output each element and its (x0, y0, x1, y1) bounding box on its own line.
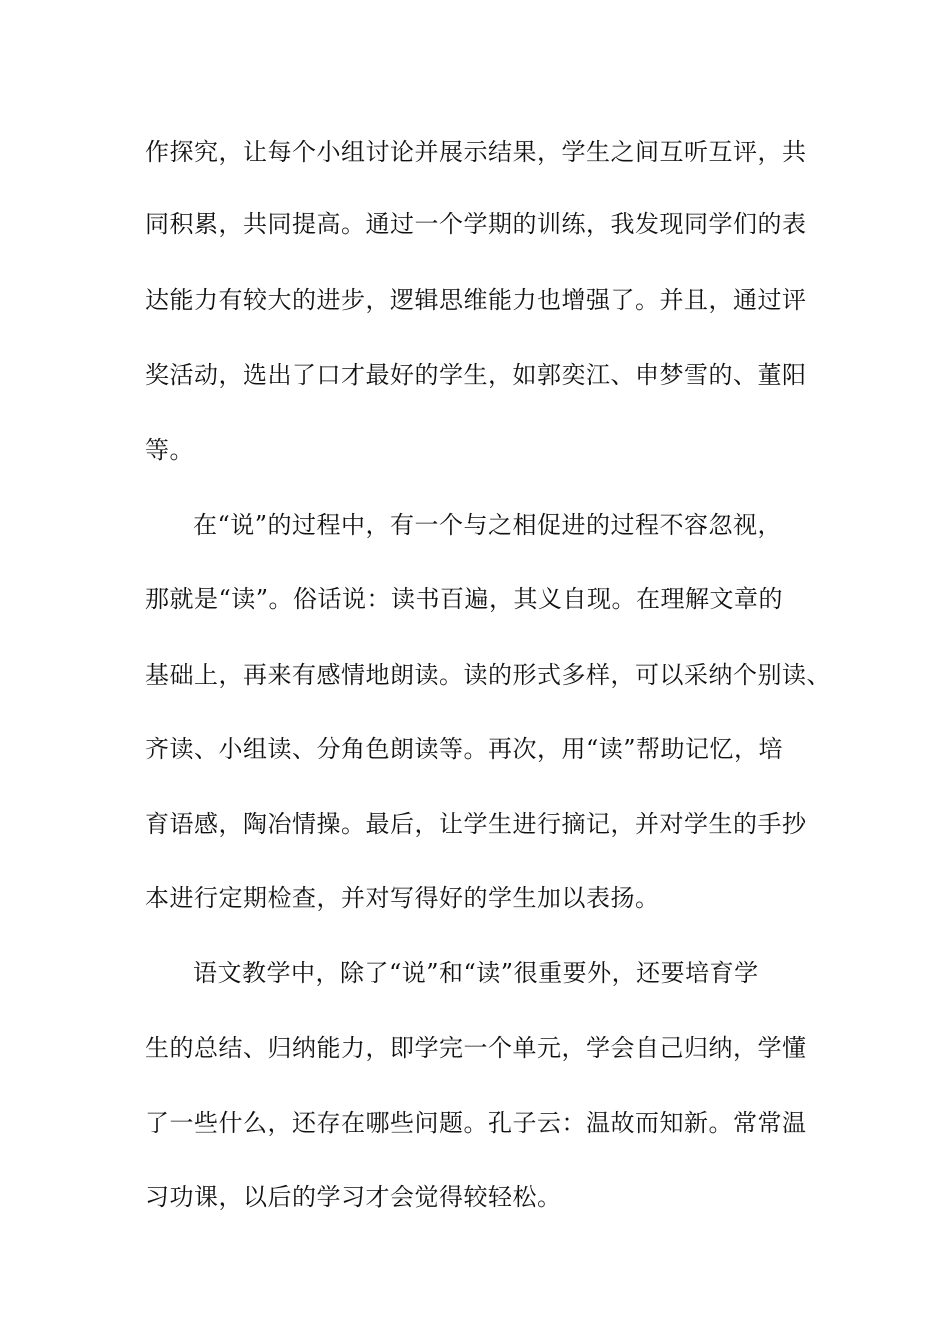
text-line: 育语感，陶冶情操。最后，让学生进行摘记，并对学生的手抄 (145, 810, 807, 838)
text-line: 达能力有较大的进步，逻辑思维能力也增强了。并且，通过评 (145, 286, 807, 314)
text-line: 习功课，以后的学习才会觉得较轻松。 (145, 1183, 562, 1211)
paragraph-start-line: 语文教学中，除了“说”和“读”很重要外，还要培育学 (193, 959, 759, 987)
text-line: 那就是“读”。俗话说：读书百遍，其义自现。在理解文章的 (145, 585, 784, 613)
text-line: 了一些什么，还存在哪些问题。孔子云：温故而知新。常常温 (145, 1109, 807, 1137)
paragraph-start-line: 在“说”的过程中，有一个与之相促进的过程不容忽视， (193, 511, 783, 539)
text-line: 齐读、小组读、分角色朗读等。再次，用“读”帮助记忆，培 (145, 735, 784, 763)
text-line: 奖活动，选出了口才最好的学生，如郭奕江、申梦雪的、董阳 (145, 361, 807, 389)
text-line: 本进行定期检查，并对写得好的学生加以表扬。 (145, 884, 660, 912)
text-line: 基础上，再来有感情地朗读。读的形式多样，可以采纳个别读、 (145, 661, 831, 689)
text-line: 同积累，共同提高。通过一个学期的训练，我发现同学们的表 (145, 210, 807, 238)
text-line: 生的总结、归纳能力，即学完一个单元，学会自己归纳，学懂 (145, 1034, 807, 1062)
text-line: 等。 (145, 436, 194, 464)
text-line: 作探究，让每个小组讨论并展示结果，学生之间互听互评，共 (145, 138, 807, 166)
